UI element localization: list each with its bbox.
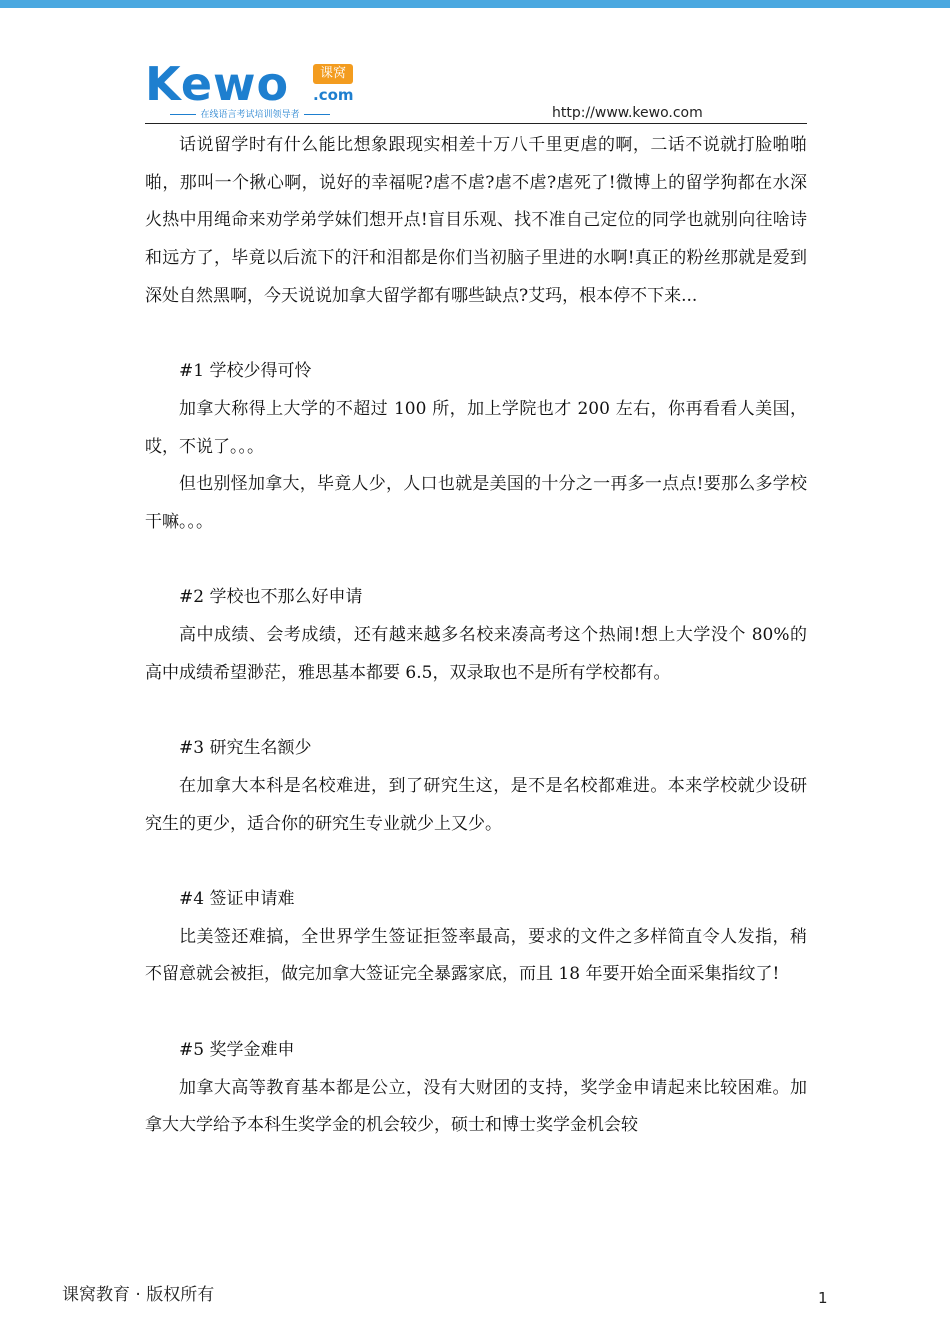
header-divider bbox=[145, 123, 807, 124]
section-heading-4: #4 签证申请难 bbox=[179, 889, 295, 909]
header-url[interactable]: http://www.kewo.com bbox=[552, 105, 703, 121]
section-2-paragraph-1: 高中成绩、会考成绩，还有越来越多名校来凑高考这个热闹!想上大学没个 80%的高中成绩希望渺茫，雅思基本都要 6.5，双录取也不是所有学校都有。 bbox=[145, 625, 807, 683]
logo-badge: 课窝 bbox=[313, 64, 353, 84]
top-accent-bar bbox=[0, 0, 950, 8]
kewo-logo[interactable] bbox=[145, 57, 365, 120]
logo-wordmark: Kewo bbox=[145, 57, 290, 111]
section-heading-2: #2 学校也不那么好申请 bbox=[179, 587, 363, 608]
page-number: 1 bbox=[818, 1289, 828, 1307]
section-3-paragraph-1: 在加拿大本科是名校难进，到了研究生这，是不是名校都难进。本来学校就少设研究生的更少，适合你的研究生专业就少上又少。 bbox=[145, 775, 807, 834]
section-4-paragraph-1: 比美签还难搞，全世界学生签证拒签率最高，要求的文件之多样简直令人发指，稍不留意就会被拒，做完加拿大签证完全暴露家底，而且 18 年要开始全面采集指纹了! bbox=[145, 926, 807, 985]
section-5-paragraph-1: 加拿大高等教育基本都是公立，没有大财团的支持，奖学金申请起来比较困难。加拿大大学给予本科生奖学金的机会较少，硕士和博士奖学金机会较 bbox=[145, 1077, 807, 1136]
section-1-paragraph-1: 加拿大称得上大学的不超过 100 所，加上学院也才 200 左右，你再看看人美国，哎，不说了。。。 bbox=[145, 398, 807, 457]
logo-tagline-row bbox=[145, 107, 355, 120]
article-body bbox=[145, 127, 807, 1145]
intro-paragraph: 话说留学时有什么能比想象跟现实相差十万八千里更虐的啊，二话不说就打脸啪啪啪，那叫一个揪心啊，说好的幸福呢?虐不虐?虐不虐?虐死了!微博上的留学狗都在水深火热中用绳命来劝学弟学妹们想开点!盲目乐观、找不准自己定位的同学也就别向往啥诗和远方了，毕竟以后流下的汗和泪都是你们当初脑子里进的水啊!真正的粉丝那就是爱到深处自然黑啊，今天说说加拿大留学都有哪些缺点?艾玛，根本停不下来... bbox=[145, 135, 807, 306]
section-1-paragraph-2: 但也别怪加拿大，毕竟人少，人口也就是美国的十分之一再多一点点!要那么多学校干嘛。。。 bbox=[145, 474, 807, 533]
section-heading-1: #1 学校少得可怜 bbox=[179, 361, 312, 382]
footer-copyright: 课窝教育 · 版权所有 bbox=[62, 1285, 215, 1305]
logo-domain: .com bbox=[313, 86, 354, 104]
section-heading-5: #5 奖学金难申 bbox=[179, 1039, 295, 1060]
section-heading-3: #3 研究生名额少 bbox=[179, 738, 312, 759]
logo-tagline: 在线语言考试培训领导者 bbox=[200, 110, 300, 120]
